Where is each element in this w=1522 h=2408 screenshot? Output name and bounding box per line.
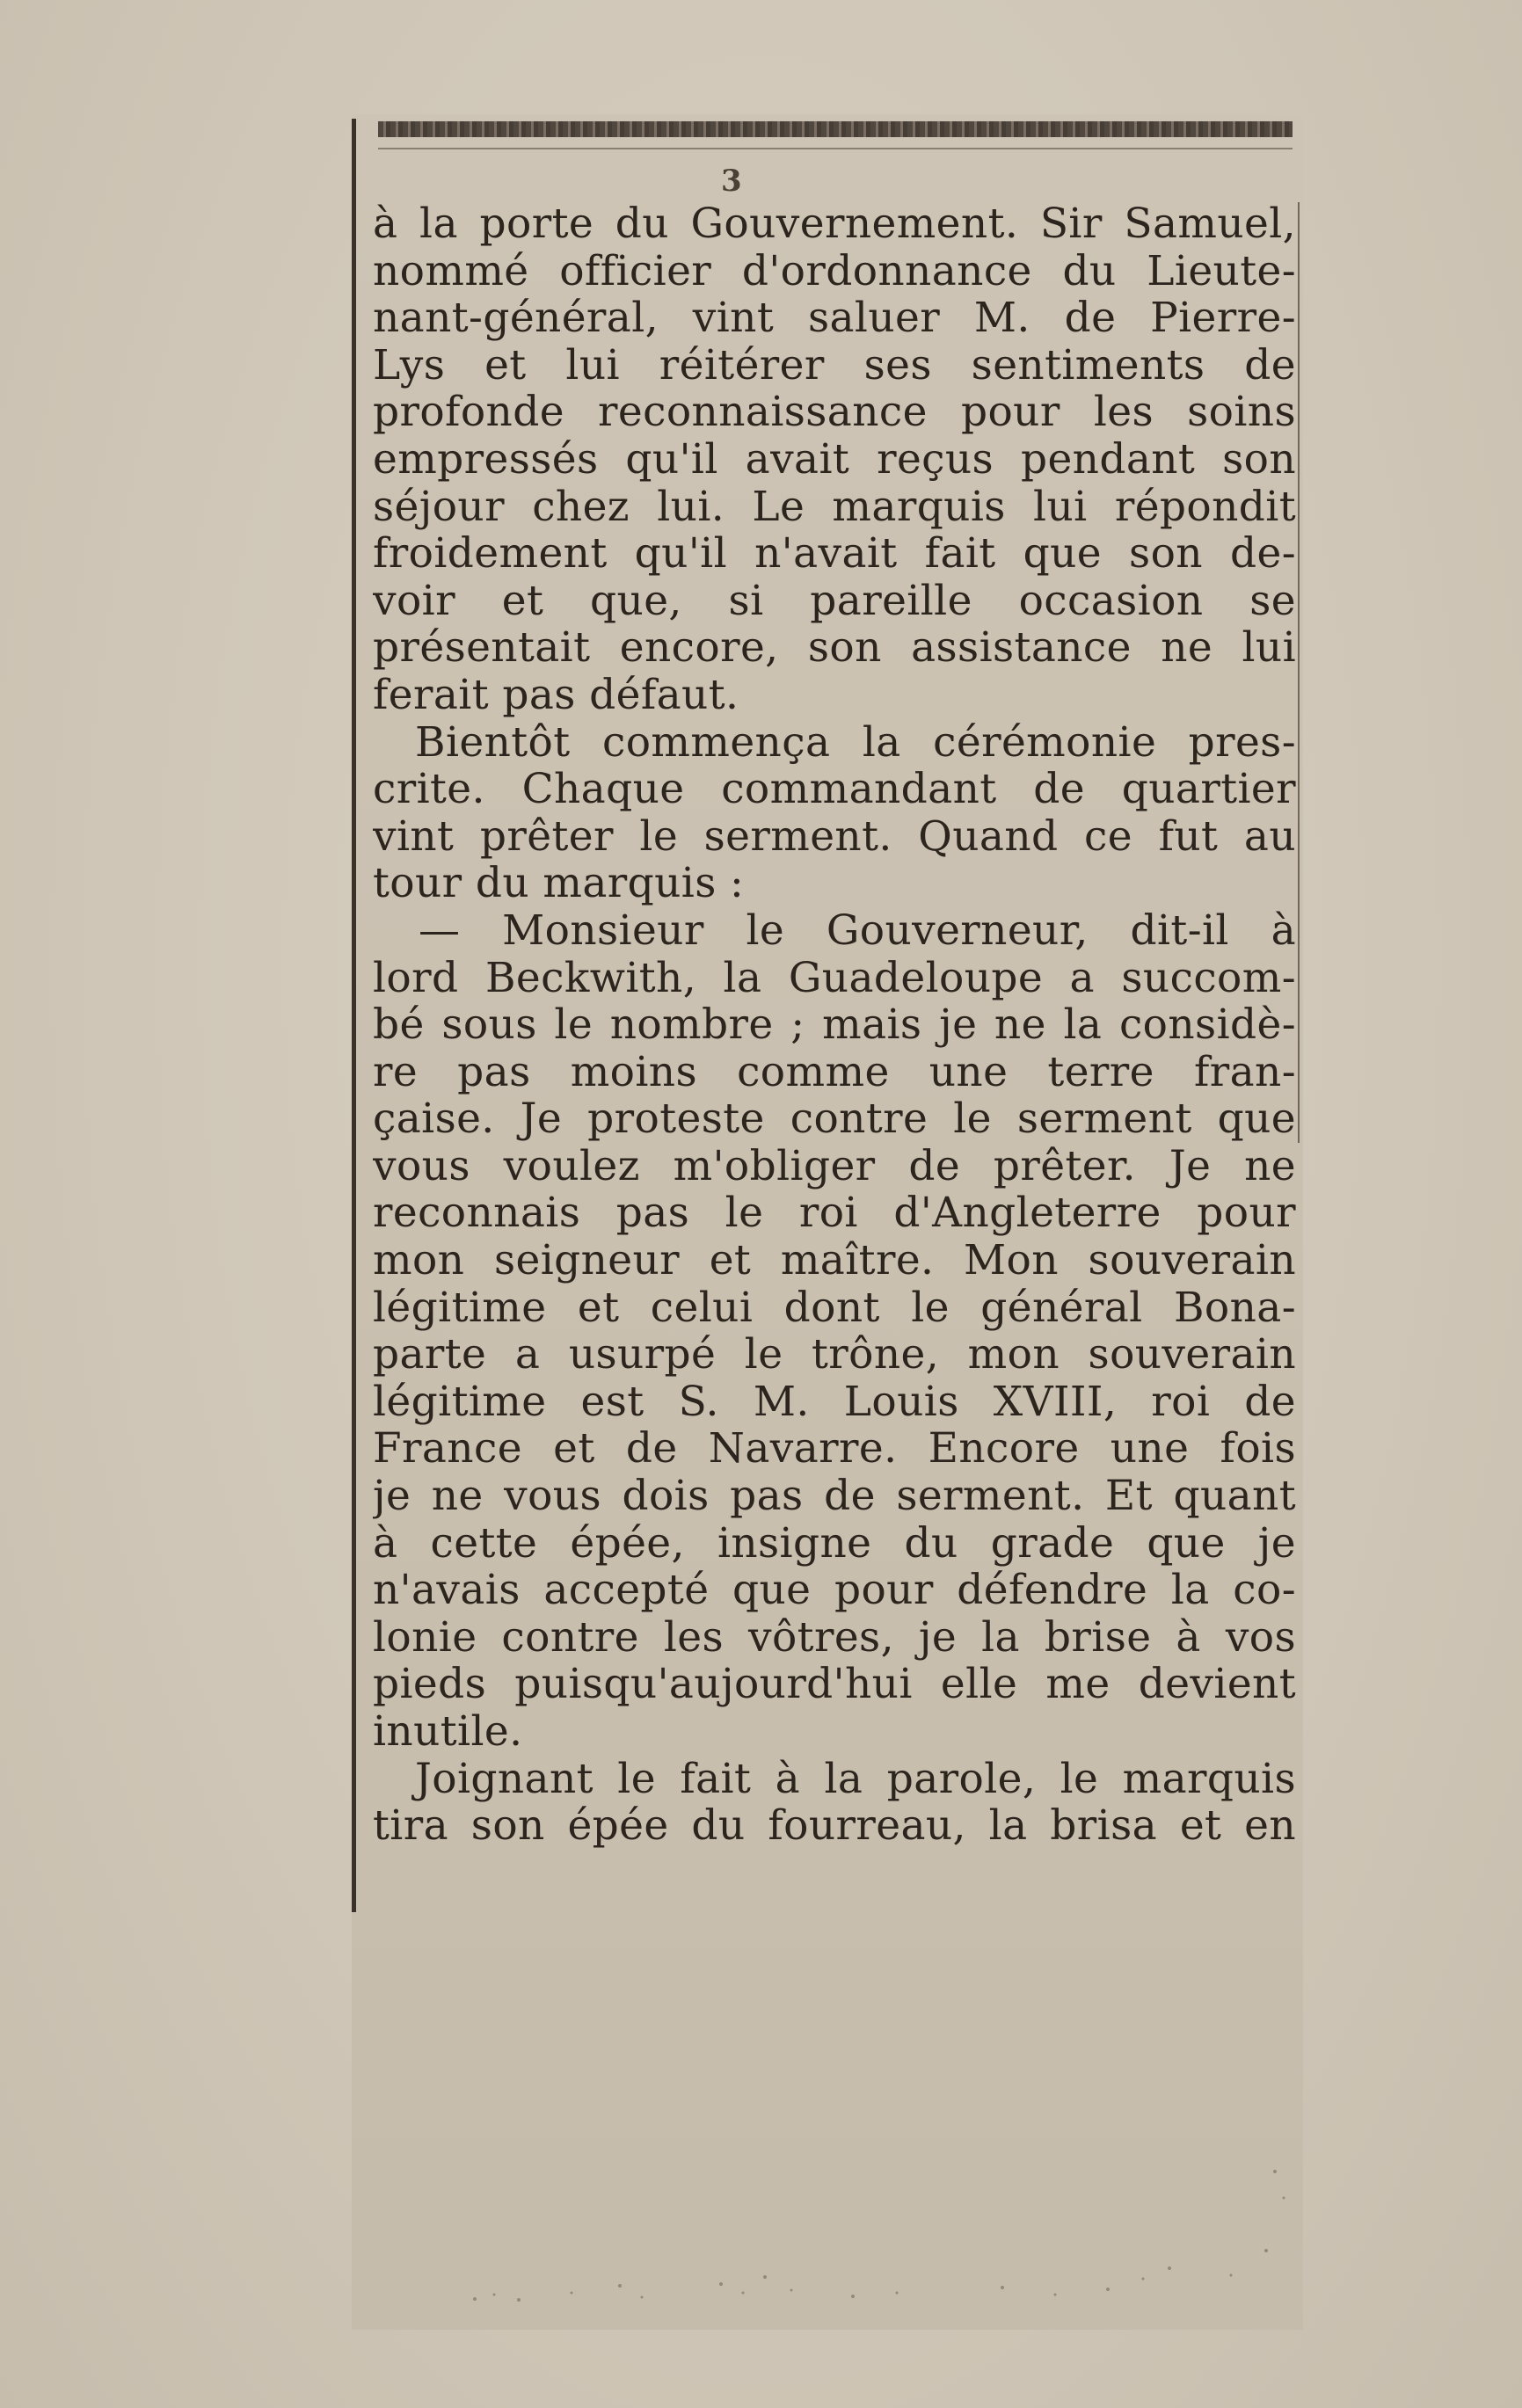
text-line: tour du marquis : (373, 859, 745, 908)
text-line: je ne vous dois pas de serment. Et quant (373, 1473, 1296, 1520)
text-line: à la porte du Gouvernement. Sir Samuel, (373, 200, 1296, 248)
paragraph-start-line: Joignant le fait à la parole, le marquis (415, 1755, 1296, 1803)
text-line: froidement qu'il n'avait fait que son de- (373, 530, 1296, 578)
text-line: présentait encore, son assistance ne lui (373, 624, 1296, 672)
text-line: légitime est S. M. Louis XVIII, roi de (373, 1378, 1296, 1426)
text-line: à cette épée, insigne du grade que je (373, 1519, 1296, 1568)
text-line: crite. Chaque commandant de quartier (373, 766, 1296, 813)
column-rule-left (352, 119, 356, 1912)
text-line: profonde reconnaissance pour les soins (373, 389, 1296, 436)
text-line: mon seigneur et maître. Mon souverain (373, 1237, 1296, 1284)
header-divider (378, 148, 1293, 149)
text-line: reconnais pas le roi d'Angleterre pour (373, 1189, 1296, 1238)
text-line: vint prêter le serment. Quand ce fut au (373, 812, 1296, 861)
text-line: parte a usurpé le trône, mon souverain (373, 1331, 1296, 1379)
text-line: bé sous le nombre ; mais je ne la considè- (373, 1001, 1296, 1049)
text-line: inutile. (373, 1707, 523, 1756)
article-column (373, 200, 1296, 1850)
paragraph-start-line: Bientôt commença la cérémonie pres- (415, 718, 1296, 767)
text-line: voir et que, si pareille occasion se (373, 577, 1296, 625)
text-line: lonie contre les vôtres, je la brise à vos (373, 1613, 1296, 1662)
text-line: pieds puisqu'aujourd'hui elle me devient (373, 1661, 1296, 1708)
text-line: tira son épée du fourreau, la brisa et en (373, 1802, 1296, 1850)
paragraph-start-line: — Monsieur le Gouverneur, dit-il à (419, 906, 1296, 955)
text-line: Lys et lui réitérer ses sentiments de (373, 341, 1296, 389)
text-line: ferait pas défaut. (373, 670, 739, 719)
print-speckles (440, 2136, 1301, 2312)
text-line: nant-général, vint saluer M. de Pierre- (373, 295, 1296, 342)
text-line: France et de Navarre. Encore une fois (373, 1425, 1296, 1473)
header-ornament-band (378, 121, 1293, 137)
text-line: çaise. Je proteste contre le serment que (373, 1095, 1296, 1143)
text-line: vous voulez m'obliger de prêter. Je ne (373, 1142, 1296, 1190)
column-rule-right (1298, 202, 1300, 1143)
text-line: n'avais accepté que pour défendre la co- (373, 1567, 1296, 1614)
text-line: lord Beckwith, la Guadeloupe a succom- (373, 954, 1296, 1002)
text-line: légitime et celui dont le général Bona- (373, 1284, 1296, 1332)
text-line: nommé officier d'ordonnance du Lieute- (373, 247, 1296, 295)
text-line: séjour chez lui. Le marquis lui répondit (373, 483, 1296, 531)
page-number: 3 (721, 164, 742, 199)
text-line: empressés qu'il avait reçus pendant son (373, 435, 1296, 484)
text-line: re pas moins comme une terre fran- (373, 1048, 1296, 1096)
